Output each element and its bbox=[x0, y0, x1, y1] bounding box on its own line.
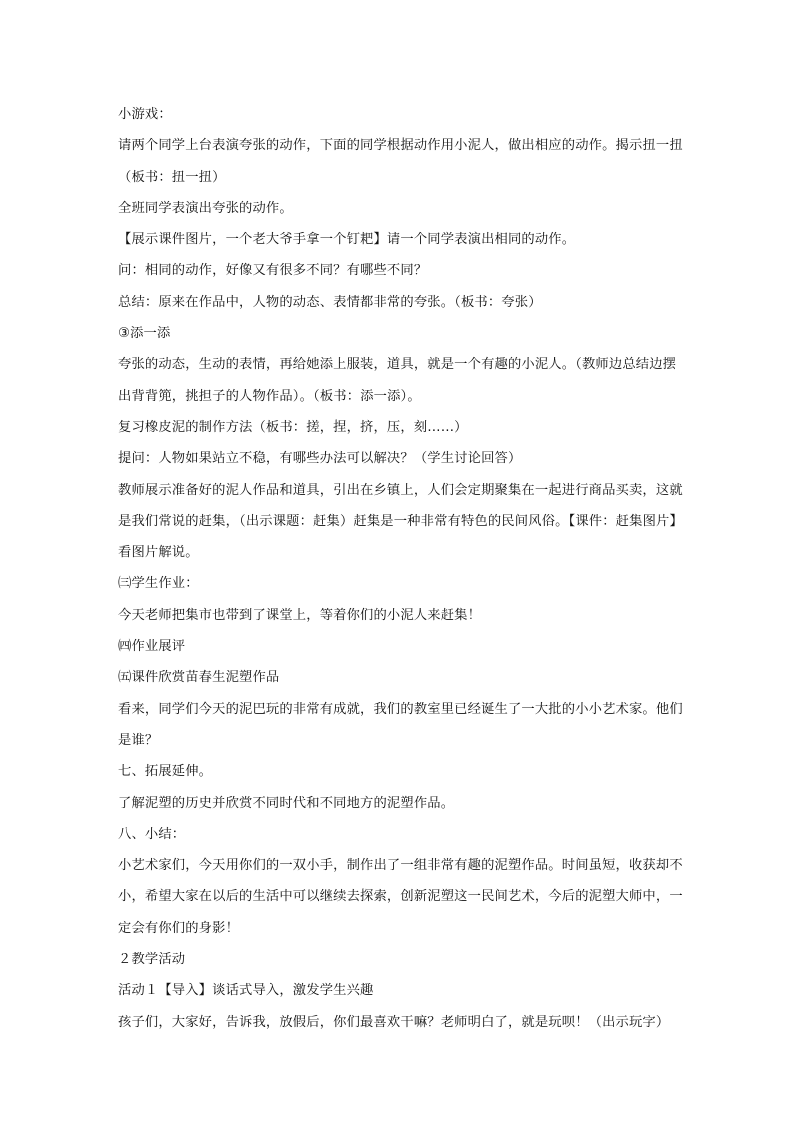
paragraph-courseware-image: 【展示课件图片，一个老大爷手拿一个钉耙】请一个同学表演出相同的动作。 bbox=[118, 232, 576, 248]
paragraph-student-assignment-heading: ㈢学生作业： bbox=[118, 576, 199, 592]
paragraph-add-costume-props: 夸张的动态，生动的表情，再给她添上服装，道具，就是一个有趣的小泥人。（教师边总结边摆出背背篼，挑担子的人物作品）。（板书：添一添）。 bbox=[118, 357, 677, 404]
paragraph-extension-content: 了解泥塑的历史并欣赏不同时代和不同地方的泥塑作品。 bbox=[118, 795, 455, 811]
paragraph-summary-heading: 八、小结： bbox=[118, 826, 186, 842]
paragraph-review-methods: 复习橡皮泥的制作方法（板书：搓，捏，挤，压，刻……） bbox=[118, 419, 468, 435]
paragraph-opening-dialogue: 孩子们，大家好，告诉我，放假后，你们最喜欢干嘛？老师明白了，就是玩呗！（出示玩字） bbox=[118, 1014, 670, 1030]
paragraph-activity-one: 活动１【导入】谈话式导入，激发学生兴趣 bbox=[118, 983, 374, 999]
paragraph-add-heading: ③添一添 bbox=[118, 326, 171, 342]
document-body bbox=[118, 99, 683, 1038]
paragraph-appreciate-works: ㈤课件欣赏苗春生泥塑作品 bbox=[118, 670, 280, 686]
paragraph-little-artists: 看来，同学们今天的泥巴玩的非常有成就，我们的教室里已经诞生了一大批的小小艺术家。他们是谁？ bbox=[118, 701, 683, 748]
paragraph-mini-game-heading: 小游戏： bbox=[118, 107, 172, 122]
paragraph-summary-exaggeration: 总结：原来在作品中，人物的动态、表情都非常的夸张。（板书：夸张） bbox=[118, 294, 542, 310]
paragraph-extension-heading: 七、拓展延伸。 bbox=[118, 764, 213, 780]
paragraph-teaching-activities: ２教学活动 bbox=[118, 952, 186, 968]
paragraph-summary-content: 小艺术家们，今天用你们的一双小手，制作出了一组非常有趣的泥塑作品。时间虽短，收获却不小，希望大家在以后的生活中可以继续去探索，创新泥塑这一民间艺术，今后的泥塑大师中，一定会有你们的身影！ bbox=[118, 858, 683, 936]
paragraph-assignment-review: ㈣作业展评 bbox=[118, 639, 186, 655]
paragraph-class-performance: 全班同学表演出夸张的动作。 bbox=[118, 200, 293, 216]
paragraph-market-in-classroom: 今天老师把集市也带到了课堂上，等着你们的小泥人来赶集！ bbox=[118, 607, 482, 623]
paragraph-stability-question: 提问：人物如果站立不稳，有哪些办法可以解决？（学生讨论回答） bbox=[118, 451, 522, 467]
paragraph-exaggerated-action-game: 请两个同学上台表演夸张的动作，下面的同学根据动作用小泥人，做出相应的动作。揭示扭一扭（板书：扭一扭） bbox=[118, 138, 683, 185]
paragraph-question-differences: 问：相同的动作，好像又有很多不同？有哪些不同？ bbox=[118, 263, 428, 279]
paragraph-market-introduction: 教师展示准备好的泥人作品和道具，引出在乡镇上，人们会定期聚集在一起进行商品买卖，这就是我们常说的赶集，（出示课题：赶集）赶集是一种非常有特色的民间风俗。【课件：赶集图片】看图片解说。 bbox=[118, 482, 683, 561]
